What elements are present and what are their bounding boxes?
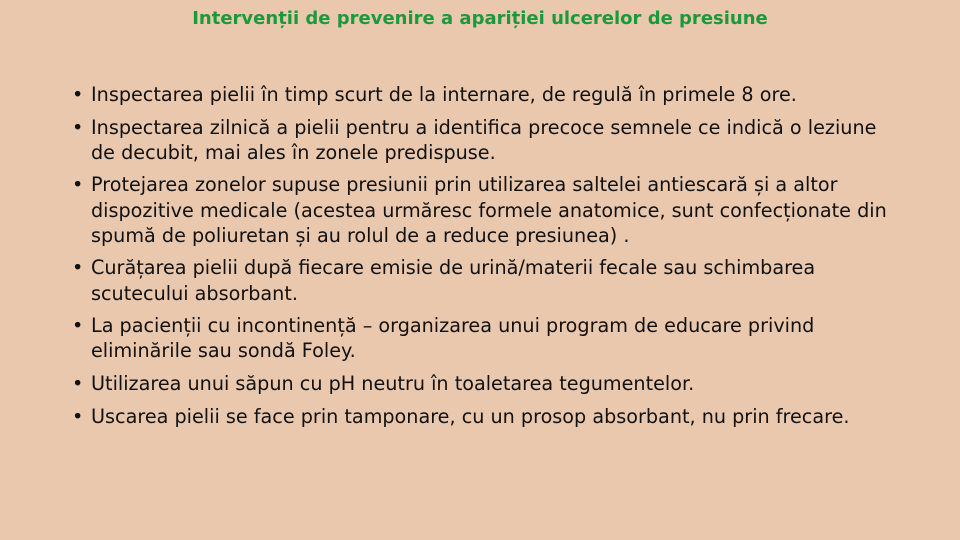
- bullet-list: [72, 82, 902, 436]
- bullet-marker: •: [72, 256, 84, 280]
- bullet-marker: •: [72, 371, 84, 395]
- bullet-marker: •: [72, 173, 84, 197]
- bullet-item: [72, 255, 902, 305]
- bullet-text: La pacienții cu incontinență – organizarea unui program de educare privind eliminările sau sondă Foley.: [91, 314, 815, 363]
- bullet-item: [72, 172, 902, 248]
- slide-title: Intervenții de prevenire a apariției ulcerelor de presiune: [192, 8, 768, 29]
- bullet-item: [72, 371, 902, 396]
- bullet-marker: •: [72, 83, 84, 106]
- bullet-item: [72, 115, 902, 165]
- bullet-text: Uscarea pielii se face prin tamponare, cu un prosop absorbant, nu prin frecare.: [91, 404, 850, 428]
- bullet-item: [72, 404, 902, 429]
- bullet-text: Inspectarea pielii în timp scurt de la internare, de regulă în primele 8 ore.: [91, 83, 797, 106]
- bullet-text: Utilizarea unui săpun cu pH neutru în toaletarea tegumentelor.: [91, 371, 695, 395]
- bullet-item: [72, 82, 902, 107]
- bullet-text: Inspectarea zilnică a pielii pentru a identifica precoce semnele ce indică o leziune de decubit, mai ales în zonele predispuse.: [91, 115, 877, 164]
- bullet-text: Protejarea zonelor supuse presiunii prin utilizarea saltelei antiescară și a altor dispozitive medicale (acestea urmăresc formele anatomice, sunt confecționate din spumă de poliuretan și au rolul de a reduce presiunea) .: [91, 173, 887, 247]
- bullet-text: Curățarea pielii după fiecare emisie de urină/materii fecale sau schimbarea scutecului absorbant.: [91, 256, 816, 305]
- bullet-marker: •: [72, 404, 84, 428]
- bullet-marker: •: [72, 115, 84, 139]
- bullet-item: [72, 313, 902, 363]
- bullet-marker: •: [72, 314, 84, 338]
